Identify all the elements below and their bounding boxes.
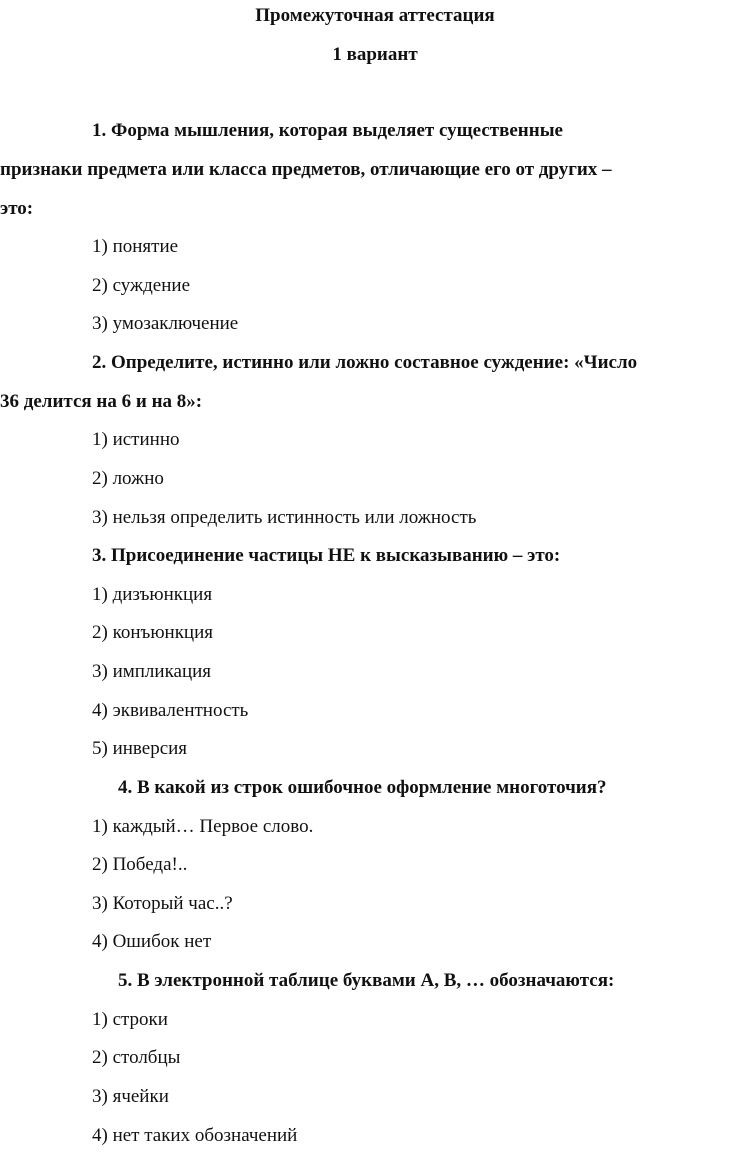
question-4-option-2: 2) Победа!.. xyxy=(92,854,188,875)
question-3-text: 3. Присоединение частицы НЕ к высказыванию – это: xyxy=(92,545,561,566)
question-4-option-4: 4) Ошибок нет xyxy=(92,931,212,952)
question-1-option-1: 1) понятие xyxy=(92,236,179,257)
question-5-text: 5. В электронной таблице буквами A, B, … обозначаются: xyxy=(118,970,615,991)
question-5-option-1: 1) строки xyxy=(92,1009,168,1030)
question-2-option-3: 3) нельзя определить истинность или ложность xyxy=(92,507,477,528)
question-3-option-3: 3) импликация xyxy=(92,661,212,682)
question-3-option-4: 4) эквивалентность xyxy=(92,700,249,721)
question-1-option-3: 3) умозаключение xyxy=(92,313,239,334)
document-title: Промежуточная аттестация xyxy=(255,5,495,26)
question-1-text-continued: признаки предмета или класса предметов, отличающие его от других – xyxy=(0,159,612,180)
question-4-option-1: 1) каждый… Первое слово. xyxy=(92,816,314,837)
question-2-text: 2. Определите, истинно или ложно составное суждение: «Число xyxy=(92,352,638,373)
question-2-option-2: 2) ложно xyxy=(92,468,164,489)
question-3-option-5: 5) инверсия xyxy=(92,738,188,759)
question-4-option-3: 3) Который час..? xyxy=(92,893,233,914)
question-5-option-2: 2) столбцы xyxy=(92,1047,181,1068)
question-5-option-3: 3) ячейки xyxy=(92,1086,169,1107)
question-3-option-2: 2) конъюнкция xyxy=(92,622,214,643)
question-4-text: 4. В какой из строк ошибочное оформление многоточия? xyxy=(118,777,607,798)
question-2-option-1: 1) истинно xyxy=(92,429,180,450)
question-1-option-2: 2) суждение xyxy=(92,275,191,296)
variant-label: 1 вариант xyxy=(332,44,418,65)
question-3-option-1: 1) дизъюнкция xyxy=(92,584,213,605)
question-1-text-end: это: xyxy=(0,198,34,219)
question-2-text-continued: 36 делится на 6 и на 8»: xyxy=(0,391,203,412)
question-5-option-4: 4) нет таких обозначений xyxy=(92,1125,298,1146)
question-1-text: 1. Форма мышления, которая выделяет существенные xyxy=(92,120,563,141)
